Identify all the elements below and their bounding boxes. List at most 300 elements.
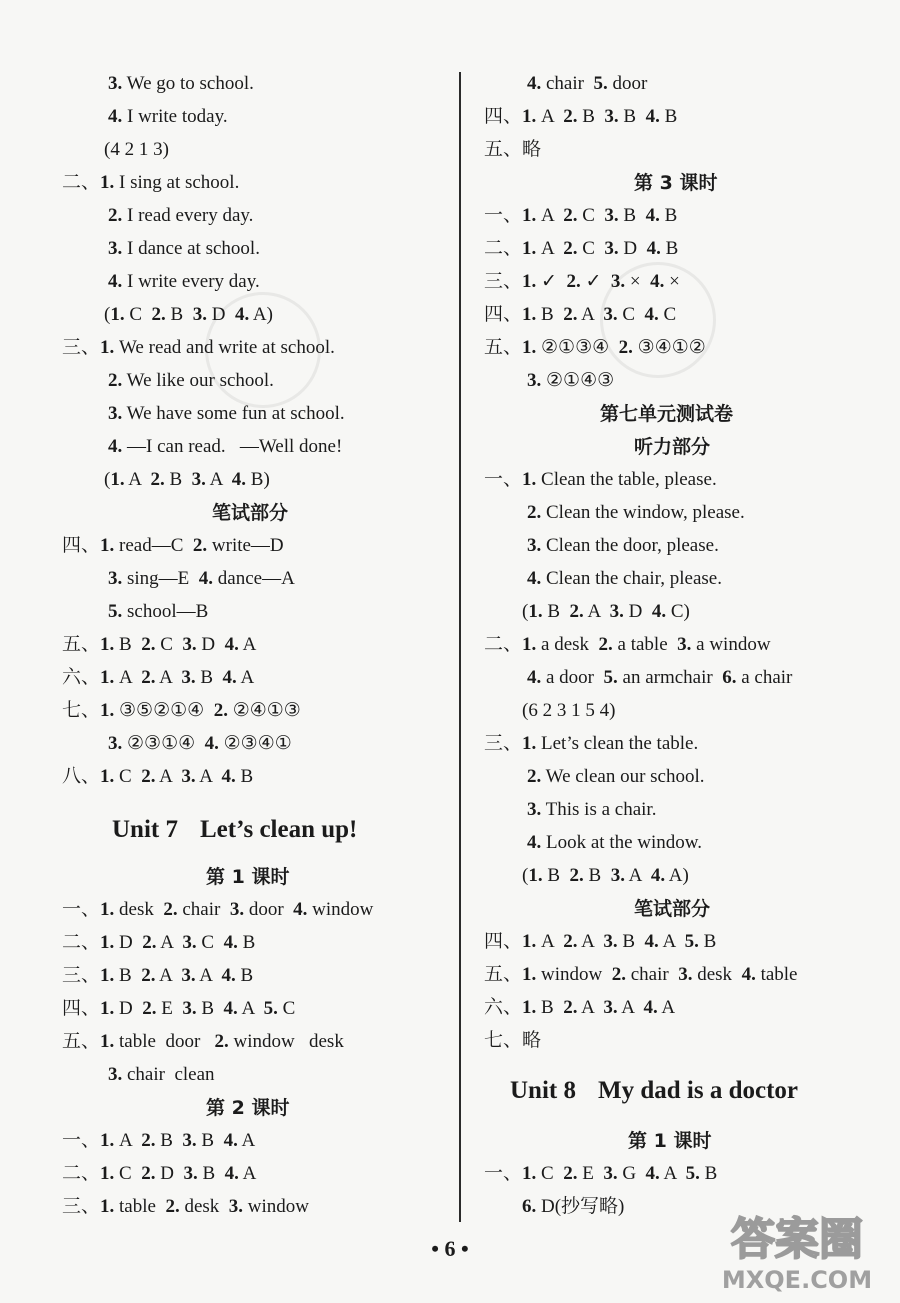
answer-text: C — [196, 932, 224, 953]
answer-text: A — [114, 667, 142, 688]
answer-line — [484, 204, 677, 228]
answer-text: 四、 — [62, 535, 101, 556]
answer-text: ③⑤②①④ — [114, 700, 214, 721]
item-number: 5. — [263, 998, 278, 1019]
answer-text: 七、 — [62, 700, 101, 721]
item-number: 3. — [527, 799, 542, 820]
item-number: 2. — [563, 931, 578, 952]
answer-text: A — [156, 932, 183, 953]
answer-line — [484, 105, 677, 129]
answer-line — [527, 369, 614, 393]
answer-text: 六、 — [62, 667, 101, 688]
answer-line — [527, 831, 702, 855]
item-number: 1. — [100, 1130, 115, 1151]
unit-name: Let’s clean up! — [199, 816, 358, 843]
answer-line — [522, 864, 689, 888]
answer-text: I write today. — [122, 106, 228, 127]
answer-line — [484, 270, 680, 294]
answer-text: D — [206, 304, 235, 325]
unit-8-title — [510, 1076, 798, 1106]
answer-line — [522, 600, 690, 624]
item-number: 1. — [522, 238, 537, 259]
answer-text: 一、 — [484, 205, 523, 226]
watermark-main-text: 答案圈 — [731, 1214, 863, 1265]
item-number: 1. — [522, 733, 537, 754]
answer-text: B — [542, 601, 570, 622]
answer-text: ③④①② — [632, 337, 706, 358]
answer-text: ②③④① — [218, 733, 292, 754]
item-number: 3. — [527, 370, 542, 391]
item-number: 2. — [569, 865, 584, 886]
item-number: 2. — [563, 1163, 578, 1184]
section-heading: 第 1 课时 — [628, 1130, 712, 1152]
answer-line — [62, 699, 301, 723]
answer-line — [62, 1030, 344, 1054]
answer-line — [62, 171, 239, 195]
answer-text: B — [165, 304, 193, 325]
answer-text: A — [536, 931, 564, 952]
item-number: 1. — [522, 337, 537, 358]
item-number: 4. — [527, 832, 542, 853]
answer-text: A — [155, 965, 182, 986]
answer-text: B — [542, 865, 570, 886]
answer-line — [62, 534, 284, 558]
answer-text: B — [235, 965, 254, 986]
answer-text: 四、 — [484, 106, 523, 127]
item-number: 1. — [100, 965, 115, 986]
answer-text: —I can read. —Well done! — [122, 436, 343, 457]
answer-text: C — [536, 1163, 564, 1184]
answer-line — [522, 1195, 624, 1219]
item-number: 1. — [100, 1031, 115, 1052]
item-number: 3. — [229, 899, 245, 920]
answer-text: a desk — [536, 634, 599, 655]
item-number: 2. — [108, 205, 123, 226]
item-number: 1. — [110, 304, 125, 325]
answer-line — [527, 567, 722, 591]
item-number: 3. — [191, 469, 206, 490]
answer-text: ( — [522, 865, 529, 886]
answer-text: window — [536, 964, 612, 985]
item-number: 5. — [685, 1163, 700, 1184]
answer-text: ( — [522, 601, 529, 622]
item-number: 2. — [108, 370, 123, 391]
answer-text: a chair — [736, 667, 793, 688]
answer-text: B — [618, 205, 646, 226]
answer-text: window — [307, 899, 374, 920]
answer-line — [62, 666, 254, 690]
answer-text: ( — [104, 469, 111, 490]
answer-text: table — [114, 1196, 166, 1217]
answer-text: I read every day. — [122, 205, 254, 226]
answer-text: 五、 — [484, 337, 523, 358]
item-number: 4. — [108, 106, 123, 127]
answer-line — [62, 336, 335, 360]
item-number: 2. — [141, 667, 156, 688]
item-number: 4. — [293, 899, 308, 920]
answer-text: 五、略 — [484, 139, 542, 160]
item-number: 4. — [221, 965, 236, 986]
section-heading: 笔试部分 — [634, 898, 711, 920]
answer-line — [527, 72, 647, 96]
item-number: 4. — [644, 304, 659, 325]
answer-text: (4 2 1 3) — [104, 139, 169, 160]
item-number: 3. — [603, 997, 618, 1018]
answer-text: D — [114, 998, 143, 1019]
item-number: 3. — [677, 634, 692, 655]
answer-text: 一、 — [484, 1163, 523, 1184]
answer-text: B — [536, 997, 564, 1018]
item-number: 2. — [214, 1031, 229, 1052]
answer-text: Clean the window, please. — [541, 502, 745, 523]
answer-text: I sing at school. — [114, 172, 240, 193]
answer-text: A — [236, 667, 255, 688]
answer-text: G — [617, 1163, 646, 1184]
item-number: 3. — [108, 238, 123, 259]
answer-text: 一、 — [62, 899, 101, 920]
answer-text: A — [155, 766, 182, 787]
answer-text: A — [237, 1130, 256, 1151]
item-number: 4. — [527, 568, 542, 589]
item-number: 3. — [181, 667, 196, 688]
answer-text: 二、 — [484, 634, 523, 655]
answer-line — [62, 997, 295, 1021]
item-number: 4. — [222, 667, 237, 688]
answer-text: 六、 — [484, 997, 523, 1018]
item-number: 1. — [100, 1196, 115, 1217]
answer-text: 八、 — [62, 766, 101, 787]
answer-text: 四、 — [62, 998, 101, 1019]
answer-text: A — [536, 106, 564, 127]
item-number: 4. — [108, 271, 123, 292]
answer-line — [62, 964, 253, 988]
answer-line — [108, 1063, 215, 1087]
answer-text: 七、略 — [484, 1030, 542, 1051]
item-number: 3. — [527, 535, 542, 556]
answer-text: D — [623, 601, 652, 622]
item-number: 3. — [108, 403, 123, 424]
answer-text: ✓ — [580, 271, 611, 292]
item-number: 3. — [604, 238, 619, 259]
answer-text: door — [607, 73, 648, 94]
item-number: 4. — [741, 964, 756, 985]
answer-text: an armchair — [617, 667, 723, 688]
item-number: 2. — [163, 899, 178, 920]
item-number: 2. — [618, 337, 633, 358]
item-number: 1. — [522, 1163, 537, 1184]
item-number: 4. — [651, 601, 667, 622]
item-number: 2. — [563, 238, 578, 259]
item-number: 1. — [100, 899, 115, 920]
answer-line — [108, 567, 295, 591]
item-number: 1. — [100, 337, 115, 358]
item-number: 1. — [100, 667, 115, 688]
answer-text: Clean the chair, please. — [541, 568, 722, 589]
item-number: 3. — [108, 1064, 123, 1085]
item-number: 3. — [181, 766, 196, 787]
section-heading: 第 3 课时 — [634, 172, 718, 194]
item-number: 1. — [100, 634, 115, 655]
answer-text: × — [625, 271, 651, 292]
answer-line — [484, 963, 798, 987]
answer-text: A — [238, 634, 257, 655]
item-number: 2. — [151, 304, 166, 325]
item-number: 3. — [609, 601, 624, 622]
answer-line — [108, 732, 292, 756]
unit-7-title — [112, 815, 357, 845]
answer-line — [108, 402, 345, 426]
answer-line — [484, 1162, 717, 1186]
item-number: 2. — [192, 535, 208, 556]
answer-text: 五、 — [62, 1031, 101, 1052]
answer-line — [108, 435, 342, 459]
answer-line — [484, 336, 706, 360]
answer-line — [484, 1029, 541, 1053]
item-number: 4. — [234, 304, 250, 325]
answer-line — [484, 930, 716, 954]
answer-text: 三、 — [62, 1196, 101, 1217]
answer-text: sing—E — [122, 568, 199, 589]
watermark-logo — [702, 1202, 892, 1297]
unit-name: My dad is a doctor — [597, 1077, 798, 1104]
answer-text: B — [155, 1130, 183, 1151]
item-number: 2. — [150, 469, 165, 490]
item-number: 1. — [522, 304, 537, 325]
item-number: 4. — [204, 733, 219, 754]
answer-text: B — [583, 865, 611, 886]
answer-text: B — [618, 106, 646, 127]
answer-line — [104, 138, 169, 162]
answer-text: table door — [114, 1031, 215, 1052]
answer-text: A — [583, 601, 610, 622]
item-number: 3. — [181, 965, 196, 986]
answer-text: C — [124, 304, 152, 325]
item-number: 2. — [141, 965, 156, 986]
answer-text: Look at the window. — [541, 832, 703, 853]
answer-text: B — [237, 932, 256, 953]
answer-text: desk — [692, 964, 742, 985]
item-number: 4. — [223, 1130, 238, 1151]
answer-text: a table — [612, 634, 678, 655]
answer-text: ②④①③ — [227, 700, 301, 721]
answer-text: 三、 — [62, 337, 101, 358]
item-number: 3. — [183, 1163, 198, 1184]
item-number: 4. — [231, 469, 247, 490]
item-number: 4. — [224, 634, 239, 655]
item-number: 3. — [182, 634, 197, 655]
answer-text: write—D — [207, 535, 284, 556]
item-number: 1. — [100, 172, 115, 193]
answer-text: A — [659, 1163, 686, 1184]
answer-text: 三、 — [484, 733, 523, 754]
item-number: 1. — [522, 469, 537, 490]
answer-text: D(抄写略) — [536, 1196, 625, 1217]
answer-text: This is a chair. — [541, 799, 657, 820]
answer-text: A — [205, 469, 232, 490]
section-heading: 第七单元测试卷 — [600, 403, 734, 425]
answer-text: D — [114, 932, 143, 953]
item-number: 2. — [142, 932, 157, 953]
answer-text: (6 2 3 1 5 4) — [522, 700, 616, 721]
answer-text: A — [657, 997, 676, 1018]
item-number: 2. — [165, 1196, 180, 1217]
answer-text: B — [660, 238, 679, 259]
answer-text: I write every day. — [122, 271, 260, 292]
answer-line — [62, 898, 373, 922]
item-number: 4. — [645, 1163, 660, 1184]
answer-text: desk — [114, 899, 164, 920]
answer-text: read—C — [114, 535, 193, 556]
item-number: 5. — [684, 931, 699, 952]
item-number: 1. — [522, 931, 537, 952]
answer-text: A — [617, 997, 644, 1018]
answer-text: E — [577, 1163, 604, 1184]
answer-line — [104, 468, 270, 492]
answer-text: 四、 — [484, 304, 523, 325]
answer-line — [108, 369, 274, 393]
answer-text: A — [238, 1163, 257, 1184]
answer-text: C — [577, 238, 605, 259]
answer-text: E — [156, 998, 183, 1019]
item-number: 2. — [566, 271, 581, 292]
item-number: 3. — [108, 733, 123, 754]
answer-text: desk — [179, 1196, 229, 1217]
answer-text: B — [196, 998, 224, 1019]
section-heading: 听力部分 — [634, 436, 711, 458]
answer-text: window — [243, 1196, 310, 1217]
answer-line — [527, 501, 745, 525]
item-number: 5. — [593, 73, 608, 94]
item-number: 4. — [650, 865, 666, 886]
section-heading: 第 2 课时 — [206, 1097, 290, 1119]
item-number: 1. — [110, 469, 125, 490]
answer-line — [108, 270, 260, 294]
item-number: 1. — [522, 634, 537, 655]
answer-text: ②①④③ — [541, 370, 615, 391]
item-number: 3. — [603, 931, 618, 952]
page-number: • 6 • — [431, 1236, 469, 1261]
answer-line — [484, 303, 676, 327]
item-number: 2. — [141, 634, 156, 655]
answer-text: We have some fun at school. — [122, 403, 345, 424]
answer-text: B — [617, 931, 645, 952]
item-number: 4. — [527, 667, 542, 688]
item-number: 1. — [100, 998, 115, 1019]
item-number: 4. — [650, 271, 665, 292]
item-number: 5. — [108, 601, 123, 622]
answer-text: A — [195, 965, 222, 986]
answer-text: Clean the door, please. — [541, 535, 719, 556]
answer-text: B) — [246, 469, 270, 490]
answer-text: window desk — [228, 1031, 344, 1052]
item-number: 3. — [228, 1196, 244, 1217]
answer-line — [484, 633, 771, 657]
answer-text: ✓ — [536, 271, 567, 292]
answer-text: 二、 — [484, 238, 523, 259]
answer-line — [108, 600, 208, 624]
answer-text: A — [624, 865, 651, 886]
item-number: 1. — [522, 997, 537, 1018]
item-number: 2. — [527, 766, 542, 787]
item-number: 1. — [100, 766, 115, 787]
item-number: 3. — [603, 1163, 618, 1184]
item-number: 4. — [108, 436, 123, 457]
item-number: 5. — [603, 667, 618, 688]
answer-text: B — [698, 931, 717, 952]
answer-text: We like our school. — [122, 370, 274, 391]
answer-text: B — [659, 106, 678, 127]
item-number: 1. — [100, 1163, 115, 1184]
item-number: 2. — [611, 964, 626, 985]
answer-text: A — [577, 304, 604, 325]
answer-line — [108, 237, 260, 261]
answer-text: 二、 — [62, 172, 101, 193]
answer-text: 一、 — [62, 1130, 101, 1151]
item-number: 4. — [527, 73, 542, 94]
answer-text: chair clean — [122, 1064, 215, 1085]
answer-text: C — [577, 205, 605, 226]
answer-line — [62, 765, 253, 789]
answer-text: 四、 — [484, 931, 523, 952]
item-number: 2. — [142, 998, 157, 1019]
item-number: 2. — [563, 997, 578, 1018]
unit-number: Unit 7 — [112, 816, 178, 843]
answer-text: B — [699, 1163, 718, 1184]
item-number: 3. — [610, 865, 625, 886]
item-number: 1. — [522, 964, 537, 985]
item-number: 1. — [522, 205, 537, 226]
answer-text: A — [155, 667, 182, 688]
item-number: 3. — [603, 304, 618, 325]
answer-text: A — [195, 766, 222, 787]
answer-text: chair — [626, 964, 679, 985]
item-number: 4. — [645, 205, 660, 226]
answer-text: a window — [691, 634, 771, 655]
answer-line — [62, 1195, 309, 1219]
answer-text: B — [114, 634, 142, 655]
item-number: 1. — [528, 601, 543, 622]
answer-text: A — [114, 1130, 142, 1151]
answer-text: Let’s clean the table. — [536, 733, 699, 754]
item-number: 3. — [108, 73, 123, 94]
item-number: 2. — [141, 1130, 156, 1151]
item-number: 2. — [141, 766, 156, 787]
item-number: 1. — [522, 271, 537, 292]
answer-text: C — [617, 304, 645, 325]
item-number: 2. — [563, 205, 578, 226]
answer-text: A — [577, 931, 604, 952]
answer-text: C — [114, 1163, 142, 1184]
answer-text: B — [196, 1130, 224, 1151]
unit-number: Unit 8 — [510, 1077, 576, 1104]
answer-line — [62, 1162, 256, 1186]
section-heading: 笔试部分 — [212, 502, 289, 524]
answer-text: door — [244, 899, 294, 920]
answer-text: We go to school. — [122, 73, 254, 94]
item-number: 4. — [221, 766, 236, 787]
answer-text: 三、 — [484, 271, 523, 292]
answer-text: A) — [665, 865, 689, 886]
answer-text: B — [536, 304, 564, 325]
answer-text: B — [114, 965, 142, 986]
answer-text: A — [577, 997, 604, 1018]
answer-text: ②①③④ — [536, 337, 619, 358]
answer-line — [527, 765, 705, 789]
item-number: 6. — [722, 667, 737, 688]
answer-text: 一、 — [484, 469, 523, 490]
item-number: 2. — [527, 502, 542, 523]
answer-text: A — [536, 238, 564, 259]
